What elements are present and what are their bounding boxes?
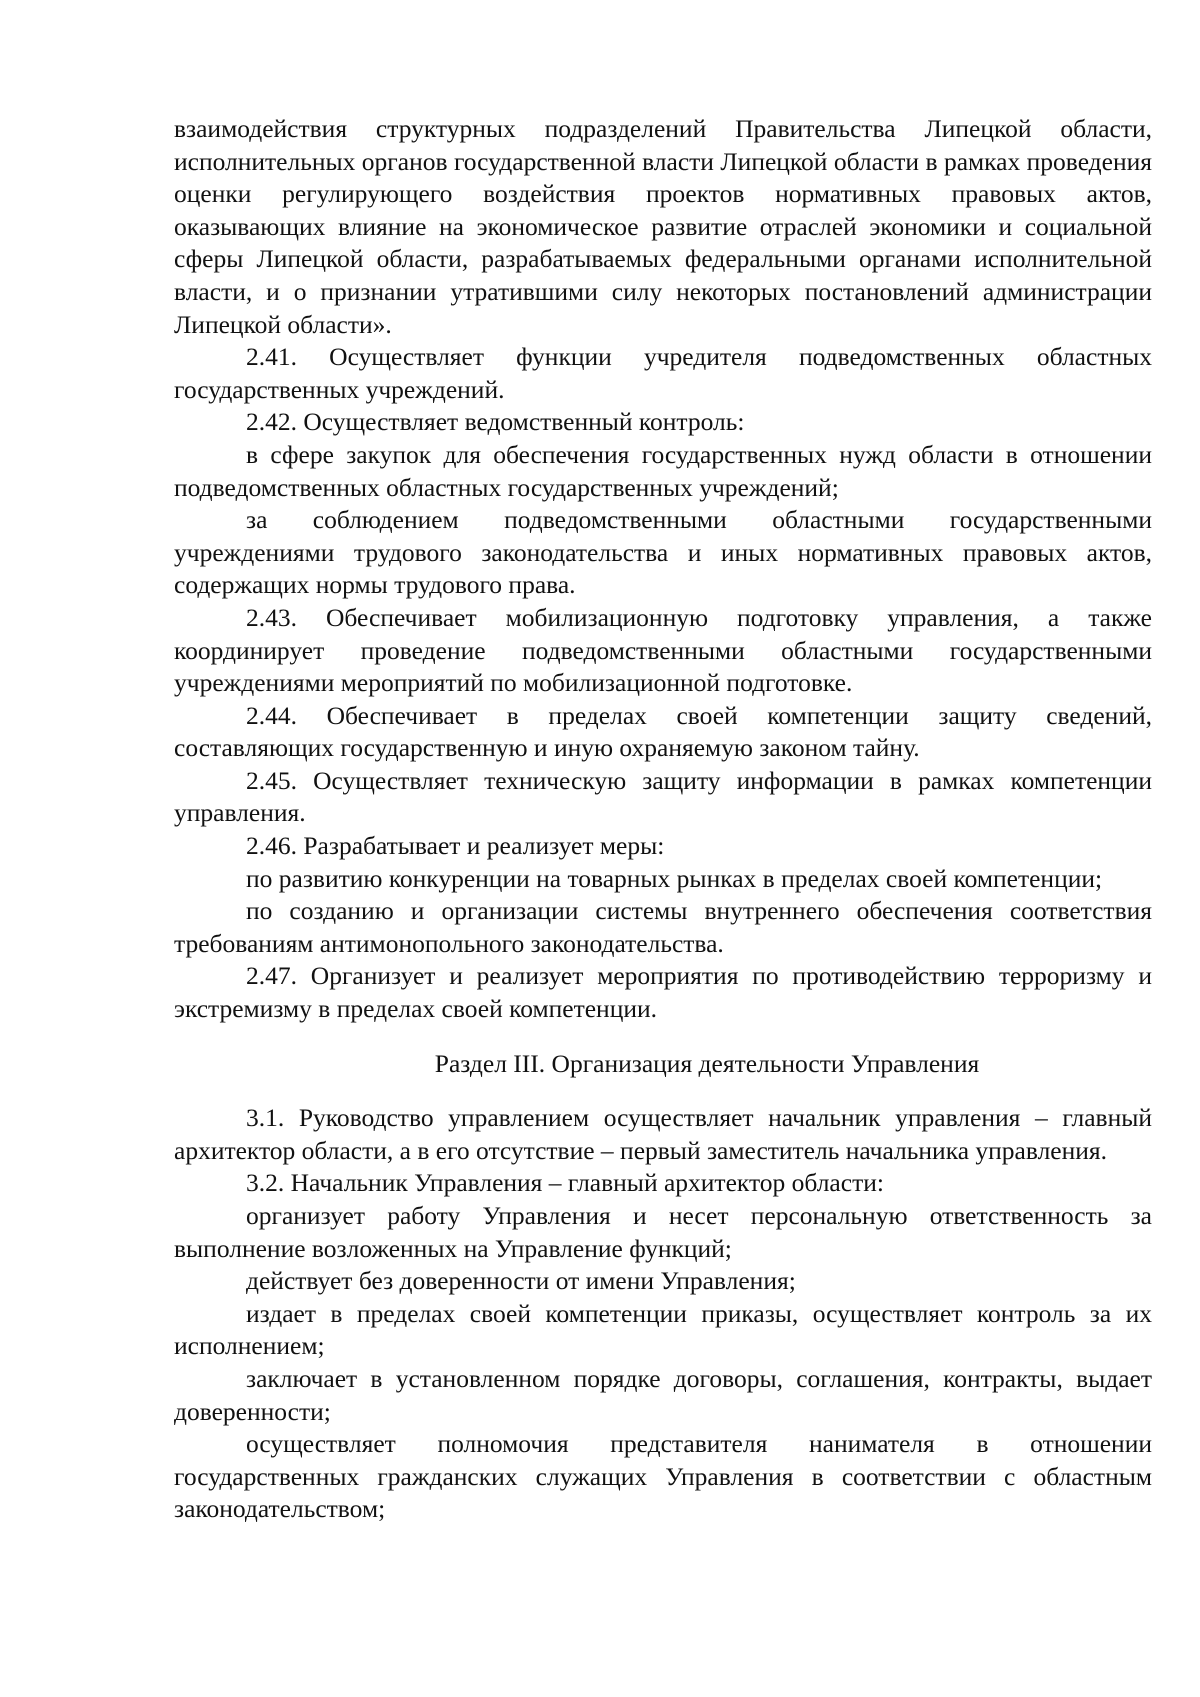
paragraph: 2.44. Обеспечивает в пределах своей компетенции защиту сведений, составляющих государственную и иную охраняемую законом тайну. — [174, 700, 1152, 763]
paragraph: 2.41. Осуществляет функции учредителя подведомственных областных государственных учреждений. — [174, 342, 1152, 404]
paragraph: 3.1. Руководство управлением осуществляет начальник управления – главный архитектор области, а в его отсутствие – первый заместитель начальника управления. — [174, 1103, 1152, 1165]
section-heading: Раздел III. Организация деятельности Управления — [434, 1048, 980, 1078]
paragraph: 2.47. Организует и реализует мероприятия по противодействию терроризму и экстремизму в пределах своей компетенции. — [174, 961, 1152, 1024]
paragraph: в сфере закупок для обеспечения государственных нужд области в отношении подведомственных областных государственных учреждений; — [174, 439, 1152, 502]
paragraph: 2.46. Разрабатывает и реализует меры: — [246, 831, 665, 861]
paragraph: издает в пределах своей компетенции приказы, осуществляет контроль за их исполнением; — [174, 1298, 1152, 1361]
paragraph: 2.42. Осуществляет ведомственный контроль: — [246, 407, 745, 437]
paragraph: организует работу Управления и несет персональную ответственность за выполнение возложенных на Управление функций; — [174, 1201, 1152, 1263]
text-block-after — [174, 1102, 1152, 1526]
paragraph: по созданию и организации системы внутреннего обеспечения соответствия требованиям антимонопольного законодательства. — [174, 896, 1152, 958]
paragraph: заключает в установленном порядке договоры, соглашения, контракты, выдает доверенности; — [174, 1363, 1152, 1426]
paragraph: 3.2. Начальник Управления – главный архитектор области: — [246, 1168, 884, 1198]
paragraph: 2.45. Осуществляет техническую защиту информации в рамках компетенции управления. — [174, 765, 1152, 828]
text-block-before — [174, 113, 1152, 1026]
paragraph: взаимодействия структурных подразделений Правительства Липецкой области, исполнительных органов государственной власти Липецкой области в рамках проведения оценки регулирующего воздействия проектов нормативных правовых актов, оказывающих влияние на экономическое развитие отраслей экономики и социальной сферы Липецкой области, разрабатываемых федеральными органами исполнительной власти, и о признании утратившими силу некоторых постановлений администрации Липецкой области». — [174, 114, 1152, 339]
paragraph: осуществляет полномочия представителя нанимателя в отношении государственных гражданских служащих Управления в соответствии с областным законодательством; — [174, 1429, 1152, 1524]
paragraph: действует без доверенности от имени Управления; — [246, 1266, 796, 1296]
paragraph: 2.43. Обеспечивает мобилизационную подготовку управления, а также координирует проведение подведомственными областными государственными учреждениями мероприятий по мобилизационной подготовке. — [174, 602, 1152, 698]
paragraph: по развитию конкуренции на товарных рынках в пределах своей компетенции; — [246, 863, 1103, 893]
paragraph: за соблюдением подведомственными областными государственными учреждениями трудового законодательства и иных нормативных правовых актов, содержащих нормы трудового права. — [174, 505, 1152, 600]
